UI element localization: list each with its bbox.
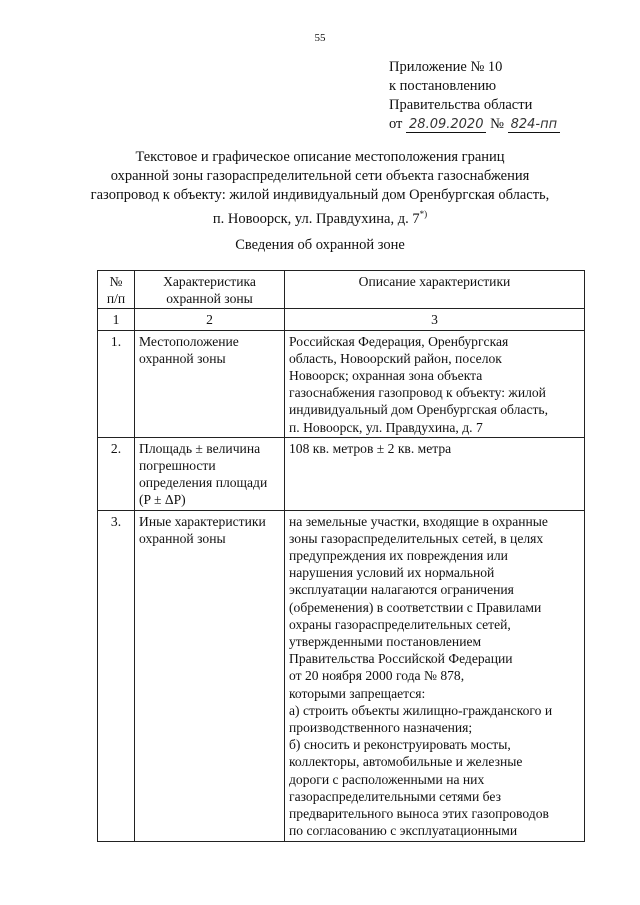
title-line: [70, 205, 570, 229]
row-description-cell: [285, 330, 585, 437]
cell-text-line: индивидуальный дом Оренбургская область,: [289, 402, 549, 418]
cell-text-line: б) сносить и реконструировать мосты,: [289, 737, 511, 753]
header-cell-characteristic: [135, 271, 285, 309]
cell-text-line: коллекторы, автомобильные и железные: [289, 754, 523, 770]
cell-text-line: предупреждения их повреждения или: [289, 548, 508, 564]
row-number: 2.: [98, 437, 135, 510]
cell-text-line: а) строить объекты жилищно-гражданского и: [289, 702, 553, 718]
cell-text-line: от 20 ноября 2000 года № 878,: [289, 668, 465, 684]
title-line: газопровод к объекту: жилой индивидуальный дом Оренбургская область,: [90, 187, 550, 203]
header-text: Описание характеристики: [358, 274, 511, 289]
cell-text-line: дороги с расположенными на них: [289, 771, 485, 787]
cell-text-line: Правительства Российской Федерации: [289, 651, 513, 667]
appendix-line: к постановлению: [389, 78, 497, 94]
row-number: 3.: [98, 510, 135, 841]
header-cell-number: [98, 271, 135, 309]
row-number: 1.: [98, 330, 135, 437]
cell-text-line: Иные характеристики: [139, 513, 266, 529]
cell-text-line: нарушения условий их нормальной: [289, 565, 495, 581]
cell-text-line: п. Новоорск, ул. Правдухина, д. 7: [289, 419, 483, 435]
cell-text-line: утвержденными постановлением: [289, 634, 482, 650]
header-text: охранной зоны: [166, 291, 253, 307]
cell-text-line: производственного назначения;: [289, 720, 473, 736]
cell-text-line: которыми запрещается:: [289, 685, 426, 701]
cell-text-line: Местоположение: [139, 333, 239, 349]
cell-text-line: на земельные участки, входящие в охранные: [289, 513, 548, 529]
appendix-line: Правительства области: [389, 97, 533, 113]
cell-text-line: Новоорск; охранная зона объекта: [289, 368, 483, 384]
header-text: п/п: [106, 291, 126, 307]
appendix-line: Приложение № 10: [389, 59, 503, 75]
handwritten-number: 824-пп: [508, 117, 561, 133]
handwritten-date: 28.09.2020: [406, 117, 486, 133]
cell-text-line: эксплуатации налагаются ограничения: [289, 582, 514, 598]
cell-text-line: газоснабжения газопровод к объекту: жилой: [289, 385, 546, 401]
table-header-row: [98, 271, 585, 309]
row-label-cell: [135, 510, 285, 841]
column-number: 1: [98, 309, 135, 330]
cell-text-line: зоны газораспределительных сетей, в целях: [289, 530, 544, 546]
cell-text-line: (P ± ΔP): [139, 492, 186, 508]
row-label-cell: [135, 437, 285, 510]
appendix-block: [389, 58, 560, 134]
cell-text-line: погрешности: [139, 458, 216, 474]
header-text: Характеристика: [163, 274, 256, 289]
column-number-row: [98, 309, 585, 330]
cell-text-line: предварительного выноса этих газопроводов: [289, 806, 549, 822]
column-number: 2: [135, 309, 285, 330]
appendix-date-line: [389, 115, 560, 134]
title-line-text: п. Новоорск, ул. Правдухина, д. 7: [212, 210, 420, 227]
column-number: 3: [285, 309, 585, 330]
cell-text-line: (обременения) в соответствии с Правилами: [289, 599, 542, 615]
cell-text-line: 108 кв. метров ± 2 кв. метра: [289, 440, 452, 456]
row-description-cell: [285, 510, 585, 841]
table-row: [98, 437, 585, 510]
title-line: Текстовое и графическое описание местоположения границ: [135, 149, 505, 165]
footnote-mark: *): [419, 209, 428, 219]
cell-text-line: область, Новоорский район, поселок: [289, 350, 502, 366]
header-text: №: [109, 274, 123, 289]
cell-text-line: охраны газораспределительных сетей,: [289, 616, 511, 632]
date-prefix: от: [389, 116, 403, 132]
cell-text-line: по согласованию с эксплуатационными: [289, 823, 518, 839]
row-description-cell: [285, 437, 585, 510]
section-heading: Сведения об охранной зоне: [235, 237, 405, 253]
number-sign: №: [490, 116, 504, 132]
protection-zone-table: [97, 270, 585, 842]
table-row: [98, 330, 585, 437]
cell-text-line: газораспределительными сетями без: [289, 788, 501, 804]
cell-text-line: охранной зоны: [139, 350, 226, 366]
header-cell-description: [285, 271, 585, 309]
cell-text-line: охранной зоны: [139, 530, 226, 546]
title-line: охранной зоны газораспределительной сети объекта газоснабжения: [110, 168, 530, 184]
cell-text-line: Площадь ± величина: [139, 440, 261, 456]
page-number: 55: [314, 32, 326, 44]
table-row: [98, 510, 585, 841]
row-label-cell: [135, 330, 285, 437]
cell-text-line: определения площади: [139, 475, 268, 491]
cell-text-line: Российская Федерация, Оренбургская: [289, 333, 509, 349]
document-title: [70, 148, 570, 229]
